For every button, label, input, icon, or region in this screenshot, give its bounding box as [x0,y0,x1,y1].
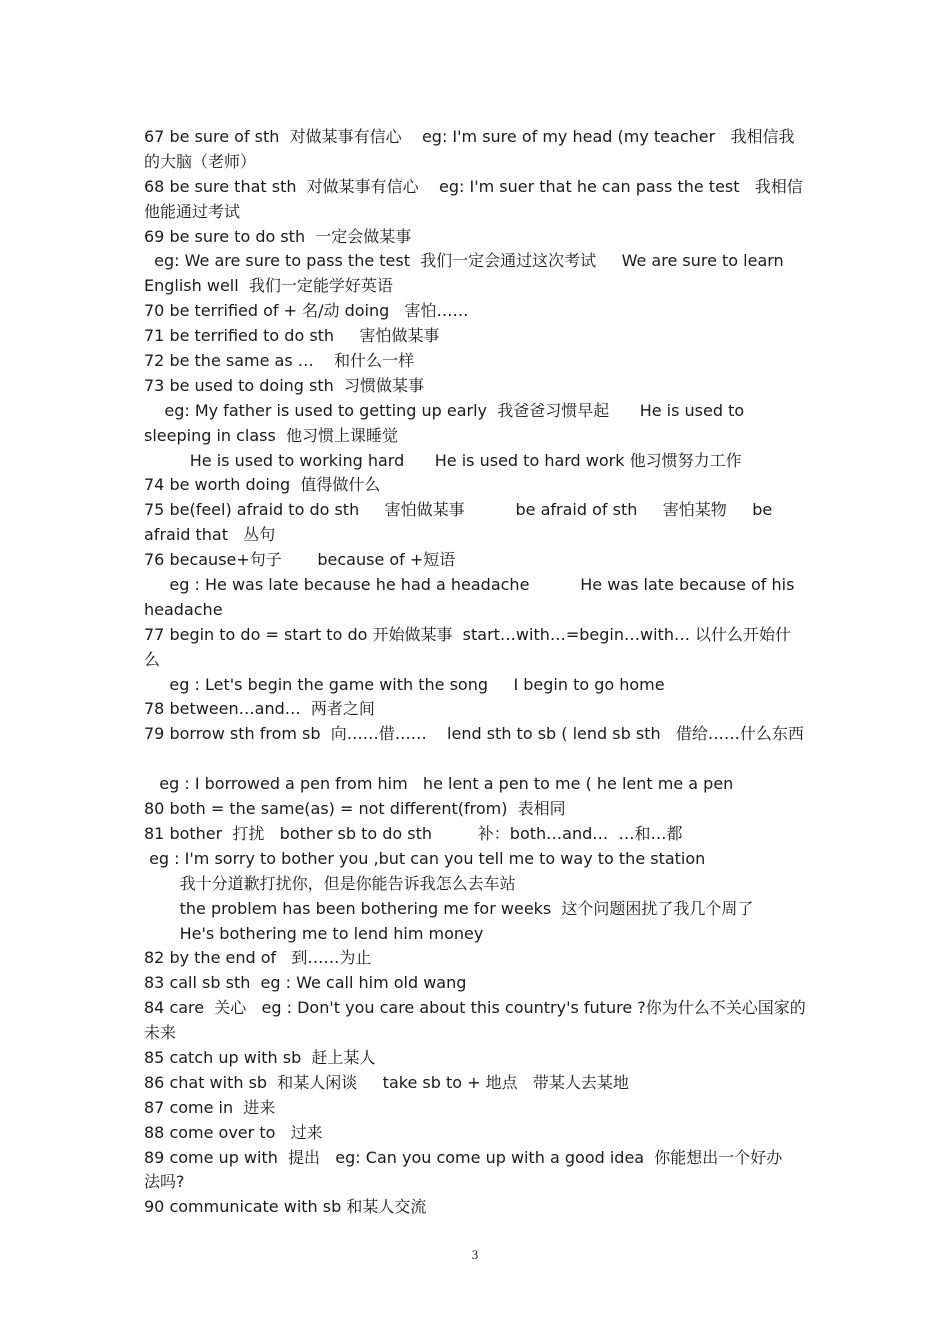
text-line: 81 bother 打扰 bother sb to do sth 补：both…and… …和…都 [144,823,683,843]
text-line: 72 be the same as … 和什么一样 [144,351,415,371]
text-line: 79 borrow sth from sb 向……借…… lend sth to sb ( lend sb sth 借给……什么东西 [144,724,804,744]
blank-line [144,747,814,772]
text-line: 75 be(feel) afraid to do sth 害怕做某事 be afraid of sth 害怕某物 be [144,500,773,520]
text-line: 86 chat with sb 和某人闲谈 take sb to + 地点 带某人去某地 [144,1072,629,1092]
page-number: 3 [471,1247,479,1262]
text-line: eg : I borrowed a pen from him he lent a pen to me ( he lent me a pen [144,774,734,794]
text-line: 70 be terrified of + 名/动 doing 害怕…… [144,301,469,321]
text-line: 77 begin to do = start to do 开始做某事 start…with…=begin…with… 以什么开始什 [144,624,792,644]
text-line: 90 communicate with sb 和某人交流 [144,1197,427,1217]
text-line: 73 be used to doing sth 习惯做某事 [144,375,424,395]
text-line: the problem has been bothering me for weeks 这个问题困扰了我几个周了 [144,898,754,918]
document-body [144,125,814,1220]
text-line: 69 be sure to do sth 一定会做某事 [144,226,412,246]
text-line: 74 be worth doing 值得做什么 [144,475,381,495]
text-line: He is used to working hard He is used to hard work 他习惯努力工作 [144,450,742,470]
text-line: afraid that 丛句 [144,525,276,545]
text-line: 的大脑（老师） [144,151,257,171]
text-line: 他能通过考试 [144,201,241,221]
text-line: 我十分道歉打扰你，但是你能告诉我怎么去车站 [144,873,516,893]
text-line: 法吗? [144,1172,185,1192]
text-line: 87 come in 进来 [144,1097,276,1117]
text-line: 88 come over to 过来 [144,1122,323,1142]
text-line: 83 call sb sth eg : We call him old wang [144,973,467,993]
text-line: 82 by the end of 到……为止 [144,948,372,968]
text-line: eg : I'm sorry to bother you ,but can you tell me to way to the station [144,848,706,868]
text-line: eg : He was late because he had a headache He was late because of his [144,575,795,595]
text-line: eg: My father is used to getting up early 我爸爸习惯早起 He is used to [144,400,745,420]
text-line: 85 catch up with sb 赶上某人 [144,1047,376,1067]
text-line: 71 be terrified to do sth 害怕做某事 [144,326,440,346]
text-line: 67 be sure of sth 对做某事有信心 eg: I'm sure of my head (my teacher 我相信我 [144,127,795,146]
text-line: sleeping in class 他习惯上课睡觉 [144,425,399,445]
text-line: 80 both = the same(as) = not different(from) 表相同 [144,799,566,819]
text-line: 78 between…and… 两者之间 [144,699,375,719]
text-line: eg: We are sure to pass the test 我们一定会通过这次考试 We are sure to learn [144,251,784,271]
text-line: headache [144,599,223,619]
text-line: English well 我们一定能学好英语 [144,276,393,296]
text-line: 68 be sure that sth 对做某事有信心 eg: I'm suer that he can pass the test 我相信 [144,176,803,196]
text-line: 76 because+句子 because of +短语 [144,550,456,570]
text-line: He's bothering me to lend him money [144,923,484,943]
text-line: 未来 [144,1023,177,1043]
text-line: eg : Let's begin the game with the song I begin to go home [144,674,665,694]
text-line: 么 [144,649,161,669]
text-line: 84 care 关心 eg : Don't you care about this country's future ?你为什么不关心国家的 [144,998,806,1018]
text-line: 89 come up with 提出 eg: Can you come up with a good idea 你能想出一个好办 [144,1147,783,1167]
